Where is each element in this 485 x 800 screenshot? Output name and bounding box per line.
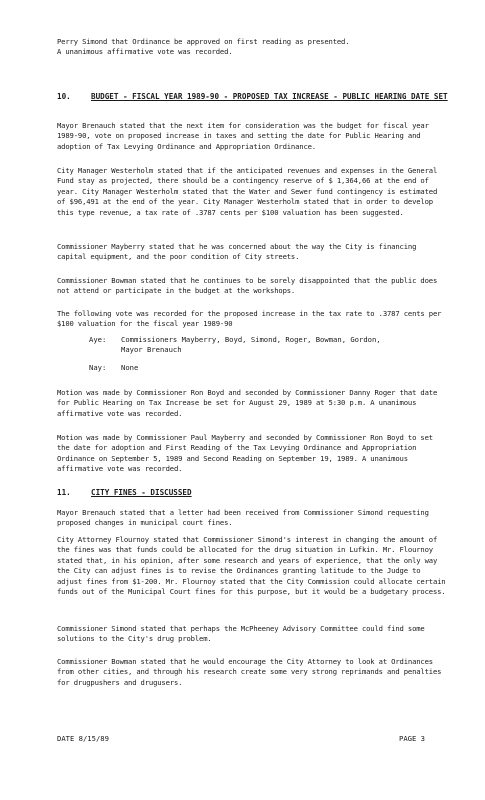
top-paragraph: Perry Simond that Ordinance be approved on first reading as presented. A unanimous affirmative vote was recorded. [57, 37, 350, 57]
vote-nay-label: Nay: [89, 363, 107, 372]
s11-paragraph-bowman: Commissioner Bowman stated that he would encourage the City Attorney to look at Ordinances from other cities, and through his research create some very strong reprimands and penalties for drugpushers and drugusers. [57, 657, 446, 687]
footer-date: DATE 8/15/89 [57, 734, 109, 743]
s10-paragraph-bowman: Commissioner Bowman stated that he continues to be sorely disappointed that the public does not attend or participate in the budget at the workshops. [57, 276, 442, 296]
s10-paragraph-revenues: City Manager Westerholm stated that if the anticipated revenues and expenses in the General Fund stay as projected, there should be a contingency reserve of $ 1,364,66 at the end of year. City Manager Westerholm stated that the Water and Sewer fund contingency is estimated of $96,491 at the end of the year. City Manager Westerholm stated that in order to develop this type revenue, a tax rate of .3787 cents per $100 valuation has been suggested. [57, 166, 442, 217]
s11-paragraph-flournoy: City Attorney Flournoy stated that Commissioner Simond's interest in changing the amount of the fines was that funds could be allocated for the drug situation in Lufkin. Mr. Flournoy stated that, in his opinion, after some research and years of experience, that the only way the City can adjust fines is to revise the Ordinances granting latitude to the Judge to adjust fines from $1-200. Mr. Flournoy stated that the City Commission could allocate certain funds out of the Municipal Court fines for this purpose, but it would be a budgetary process. [57, 535, 450, 597]
section-11-title-text: CITY FINES - DISCUSSED [91, 488, 192, 497]
footer-page-number: PAGE 3 [399, 734, 425, 743]
s10-paragraph-vote-intro: The following vote was recorded for the proposed increase in the tax rate to .3787 cents per $100 valuation for the fiscal year 1989-90 [57, 309, 446, 329]
vote-aye-names-line1: Commissioners Mayberry, Boyd, Simond, Roger, Bowman, Gordon, [121, 335, 381, 344]
section-10-title [91, 92, 451, 102]
section-10-title-text: BUDGET - FISCAL YEAR 1989-90 - PROPOSED TAX INCREASE - PUBLIC HEARING DATE SET [91, 92, 448, 101]
section-11-number: 11. [57, 488, 71, 497]
s10-paragraph-mayberry: Commissioner Mayberry stated that he was concerned about the way the City is financing capital equipment, and the poor condition of City streets. [57, 242, 421, 262]
vote-aye-names-line2: Mayor Brenauch [121, 345, 182, 354]
section-11-title [91, 488, 391, 498]
s11-paragraph-letter: Mayor Brenauch stated that a letter had been received from Commissioner Simond requesting proposed changes in municipal court fines. [57, 508, 433, 528]
s10-paragraph-intro: Mayor Brenauch stated that the next item for consideration was the budget for fiscal year 1989-90, vote on proposed increase in taxes and setting the date for Public Hearing and adoption of Tax Levying Ordinance and Appropriation Ordinance. [57, 121, 433, 151]
vote-aye-label: Aye: [89, 335, 107, 344]
s10-motion-public-hearing: Motion was made by Commissioner Ron Boyd and seconded by Commissioner Danny Roger that date for Public Hearing on Tax Increase be set for August 29, 1989 at 5:30 p.m. A unanimous affirmative vote was recorded. [57, 388, 442, 418]
s11-paragraph-simond: Commissioner Simond stated that perhaps the McPheeney Advisory Committee could find some solutions to the City's drug problem. [57, 624, 429, 644]
s10-motion-first-reading: Motion was made by Commissioner Paul Mayberry and seconded by Commissioner Ron Boyd to set the date for adoption and First Reading of the Tax Levying Ordinance and Appropriation Ordinance on September 5, 1989 and Second Reading on September 19, 1989. A unanimous affirmative vote was recorded. [57, 433, 438, 474]
vote-nay-value: None [121, 363, 139, 372]
section-10-number: 10. [57, 92, 71, 101]
